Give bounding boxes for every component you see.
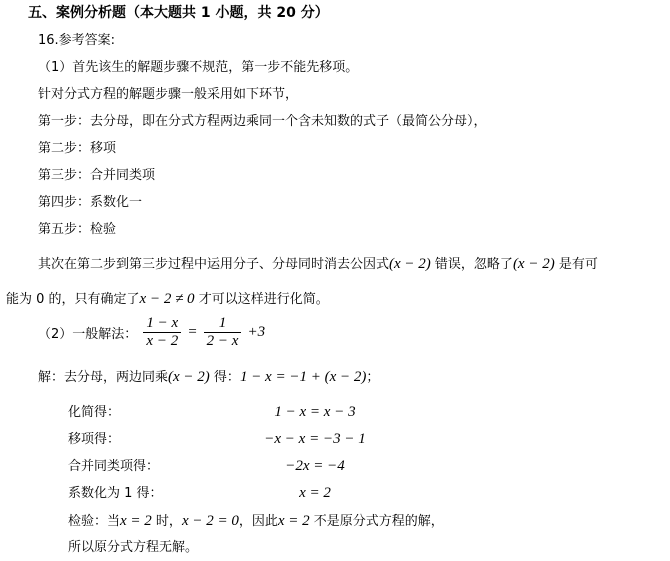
derivation-row <box>68 485 468 505</box>
fraction-lhs-numerator: 1 − x <box>146 315 179 331</box>
equals-sign: = <box>187 324 198 340</box>
check-math-f: x = 2 <box>277 513 310 529</box>
derivation-label: 移项得： <box>68 432 121 447</box>
error2-text-c: 才可以这样进行化简。 <box>194 292 329 307</box>
derivation-label: 合并同类项得： <box>68 459 160 474</box>
part2-label: （2）一般解法： <box>38 327 138 342</box>
solution-text-e: ； <box>366 370 380 385</box>
rhs-tail: +3 <box>247 324 266 340</box>
derivation-row <box>68 431 468 451</box>
solution-text-c: 得： <box>209 370 240 385</box>
paragraph-error-line2 <box>6 290 329 309</box>
solution-math-b: (x − 2) <box>168 369 210 385</box>
error2-text-a: 能为 0 的，只有确定了 <box>6 292 140 307</box>
derivation-label: 化简得： <box>68 405 121 420</box>
error2-math-b: x − 2 ≠ 0 <box>139 291 195 307</box>
section-title: 五、案例分析题（本大题共 1 小题，共 20 分） <box>28 5 329 21</box>
conclusion: 所以原分式方程无解。 <box>68 540 199 555</box>
check-text-e: ，因此 <box>238 514 278 529</box>
fraction-lhs <box>143 315 181 350</box>
derivation-row <box>68 404 468 424</box>
solution-math-d: 1 − x = −1 + (x − 2) <box>239 369 367 385</box>
step-5: 第五步：检验 <box>38 222 117 237</box>
error-math-d: (x − 2) <box>512 256 555 272</box>
error-text-e: 是有可 <box>554 257 598 272</box>
error-text-c: 错误，忽略了 <box>430 257 513 272</box>
derivation-label: 系数化为 1 得： <box>68 486 163 501</box>
check-text-a: 检验：当 <box>68 514 121 529</box>
derivation-row <box>68 458 468 478</box>
paragraph-error-line1 <box>38 255 598 274</box>
answer-header: 16.参考答案: <box>38 33 116 48</box>
check-text-g: 不是原分式方程的解， <box>309 514 444 529</box>
fraction-rhs-denominator: 2 − x <box>204 332 242 350</box>
fraction-rhs <box>204 315 242 350</box>
derivation-expr: −2x = −4 <box>285 458 345 474</box>
solution-text-a: 解：去分母，两边同乘 <box>38 370 169 385</box>
equation-line <box>38 315 265 350</box>
fraction-rhs-numerator: 1 <box>218 315 227 331</box>
fraction-lhs-denominator: x − 2 <box>143 332 181 350</box>
step-2: 第二步：移项 <box>38 141 117 156</box>
check-math-b: x = 2 <box>120 513 152 529</box>
check-math-d: x − 2 = 0 <box>181 513 239 529</box>
solution-line <box>38 368 379 387</box>
step-1: 第一步：去分母，即在分式方程两边乘同一个含未知数的式子（最简公分母）， <box>38 114 487 129</box>
derivation-expr: 1 − x = x − 3 <box>274 404 356 420</box>
check-text-c: 时， <box>151 514 182 529</box>
paragraph-steps-intro: 针对分式方程的解题步骤一般采用如下环节， <box>38 87 299 102</box>
step-4: 第四步：系数化一 <box>38 195 143 210</box>
derivation-expr: −x − x = −3 − 1 <box>264 431 366 447</box>
check-line <box>68 512 444 531</box>
error-text-a: 其次在第二步到第三步过程中运用分子、分母同时消去公因式 <box>38 257 390 272</box>
error-math-a: (x − 2) <box>389 256 431 272</box>
derivation-expr: x = 2 <box>299 485 331 501</box>
step-3: 第三步：合并同类项 <box>38 168 156 183</box>
paragraph-part1: （1）首先该生的解题步骤不规范，第一步不能先移项。 <box>38 60 359 75</box>
